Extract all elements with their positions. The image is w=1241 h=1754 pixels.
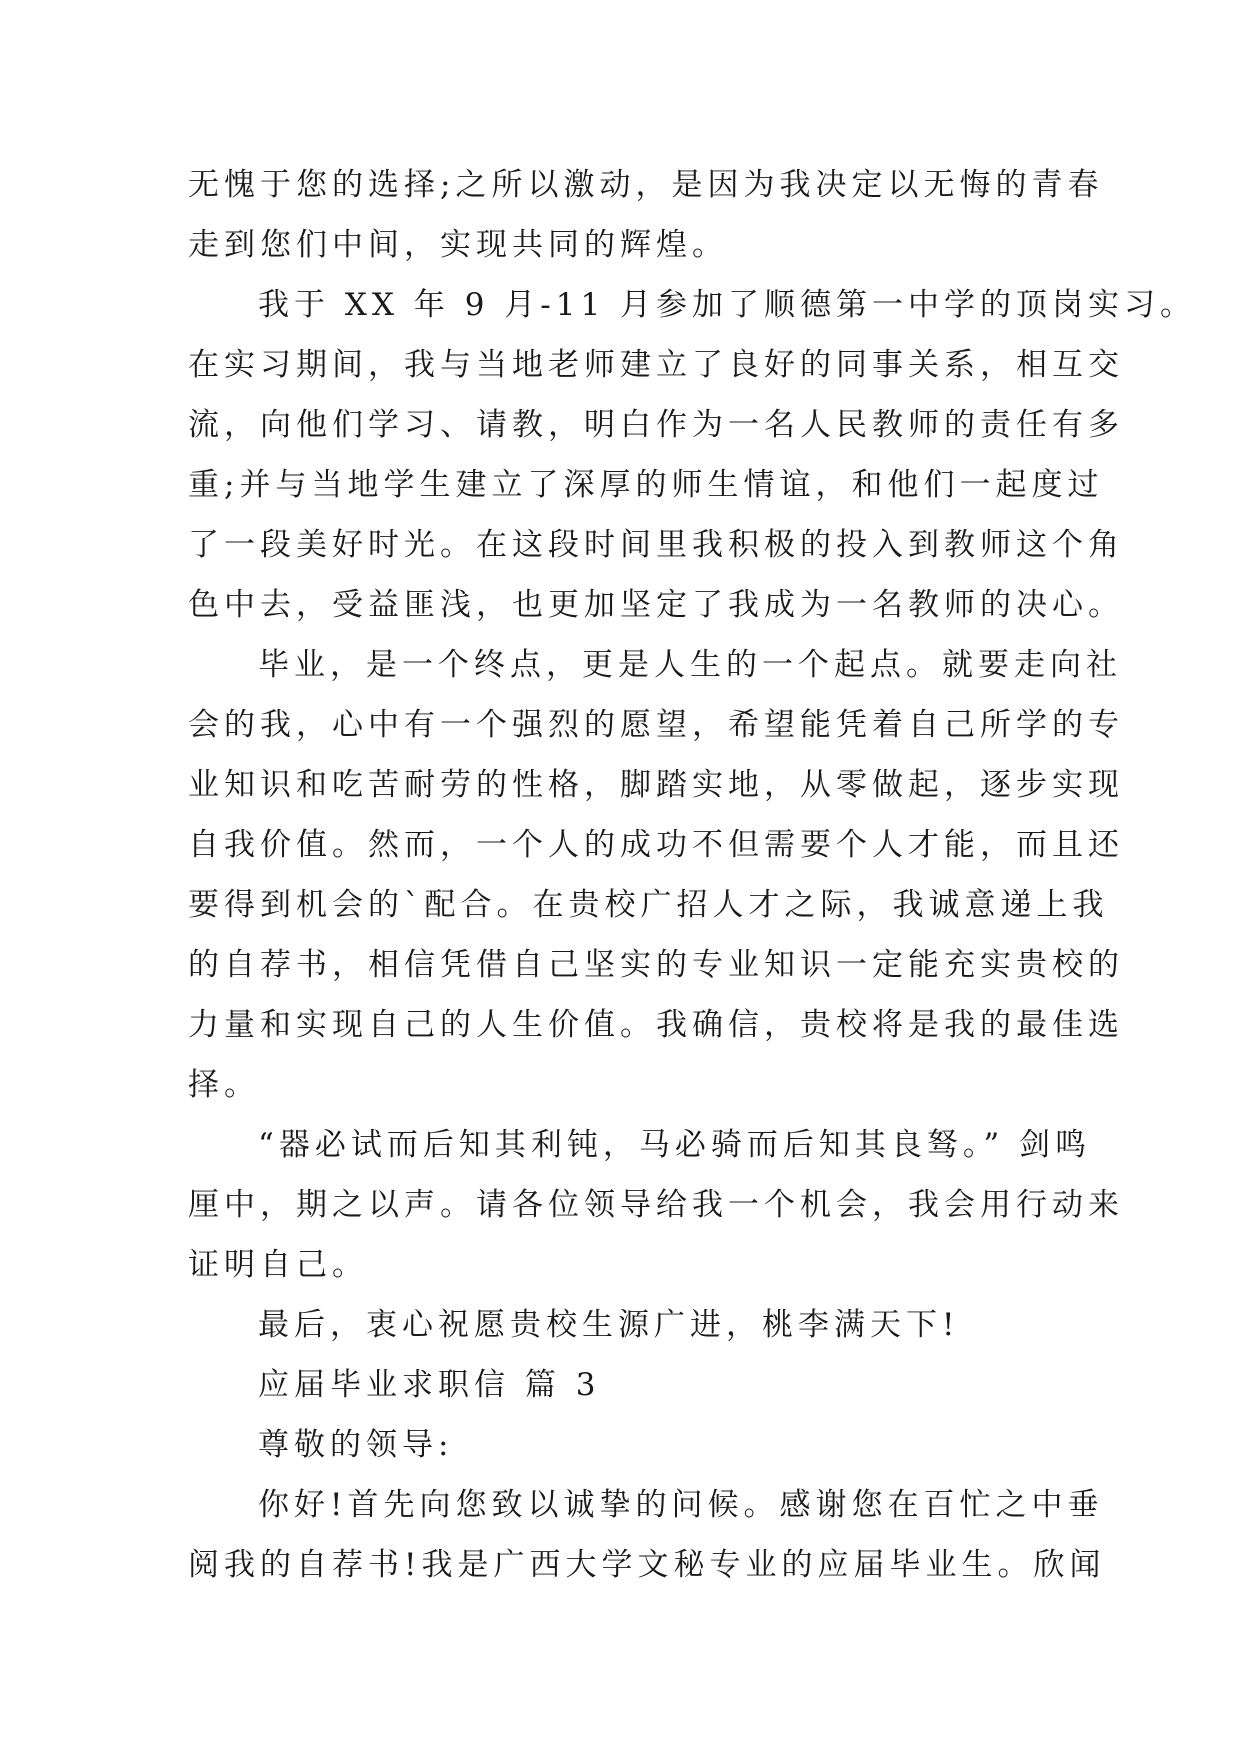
text-line: 证明自己。 — [188, 1247, 368, 1283]
text-line: 流，向他们学习、请教，明白作为一名人民教师的责任有多 — [188, 407, 1124, 443]
paragraph-start-line: 你好!首先向您致以诚挚的问候。感谢您在百忙之中垂 — [258, 1487, 1104, 1523]
text-line: 力量和实现自己的人生价值。我确信，贵校将是我的最佳选 — [188, 1007, 1124, 1043]
text-line: 走到您们中间，实现共同的辉煌。 — [188, 227, 728, 263]
text-line: 阅我的自荐书!我是广西大学文秘专业的应届毕业生。欣闻 — [188, 1547, 1106, 1583]
paragraph-start-line: 我于 XX 年 9 月-11 月参加了顺德第一中学的顶岗实习。 — [258, 287, 1197, 323]
text-line: 重;并与当地学生建立了深厚的师生情谊，和他们一起度过 — [188, 467, 1104, 503]
paragraph-start-line: 毕业，是一个终点，更是人生的一个起点。就要走向社 — [258, 647, 1122, 683]
salutation: 尊敬的领导: — [258, 1427, 454, 1463]
closing-line: 最后，衷心祝愿贵校生源广进，桃李满天下! — [258, 1307, 960, 1343]
text-line: 会的我，心中有一个强烈的愿望，希望能凭着自己所学的专 — [188, 707, 1124, 743]
text-line: 要得到机会的`配合。在贵校广招人才之际，我诚意递上我 — [188, 887, 1109, 923]
text-line: 无愧于您的选择;之所以激动，是因为我决定以无悔的青春 — [188, 167, 1104, 203]
text-line: 厘中，期之以声。请各位领导给我一个机会，我会用行动来 — [188, 1187, 1124, 1223]
quote-line: “器必试而后知其利钝，马必骑而后知其良驽。” 剑鸣 — [258, 1127, 1092, 1163]
text-line: 业知识和吃苦耐劳的性格，脚踏实地，从零做起，逐步实现 — [188, 767, 1124, 803]
text-line: 了一段美好时光。在这段时间里我积极的投入到教师这个角 — [188, 527, 1124, 563]
document-body — [188, 155, 1197, 1595]
section-heading: 应届毕业求职信 篇 3 — [258, 1367, 601, 1403]
text-line: 择。 — [188, 1067, 260, 1103]
text-line: 在实习期间，我与当地老师建立了良好的同事关系，相互交 — [188, 347, 1124, 383]
text-line: 自我价值。然而，一个人的成功不但需要个人才能，而且还 — [188, 827, 1124, 863]
text-line: 色中去，受益匪浅，也更加坚定了我成为一名教师的决心。 — [188, 587, 1124, 623]
text-line: 的自荐书，相信凭借自己坚实的专业知识一定能充实贵校的 — [188, 947, 1124, 983]
